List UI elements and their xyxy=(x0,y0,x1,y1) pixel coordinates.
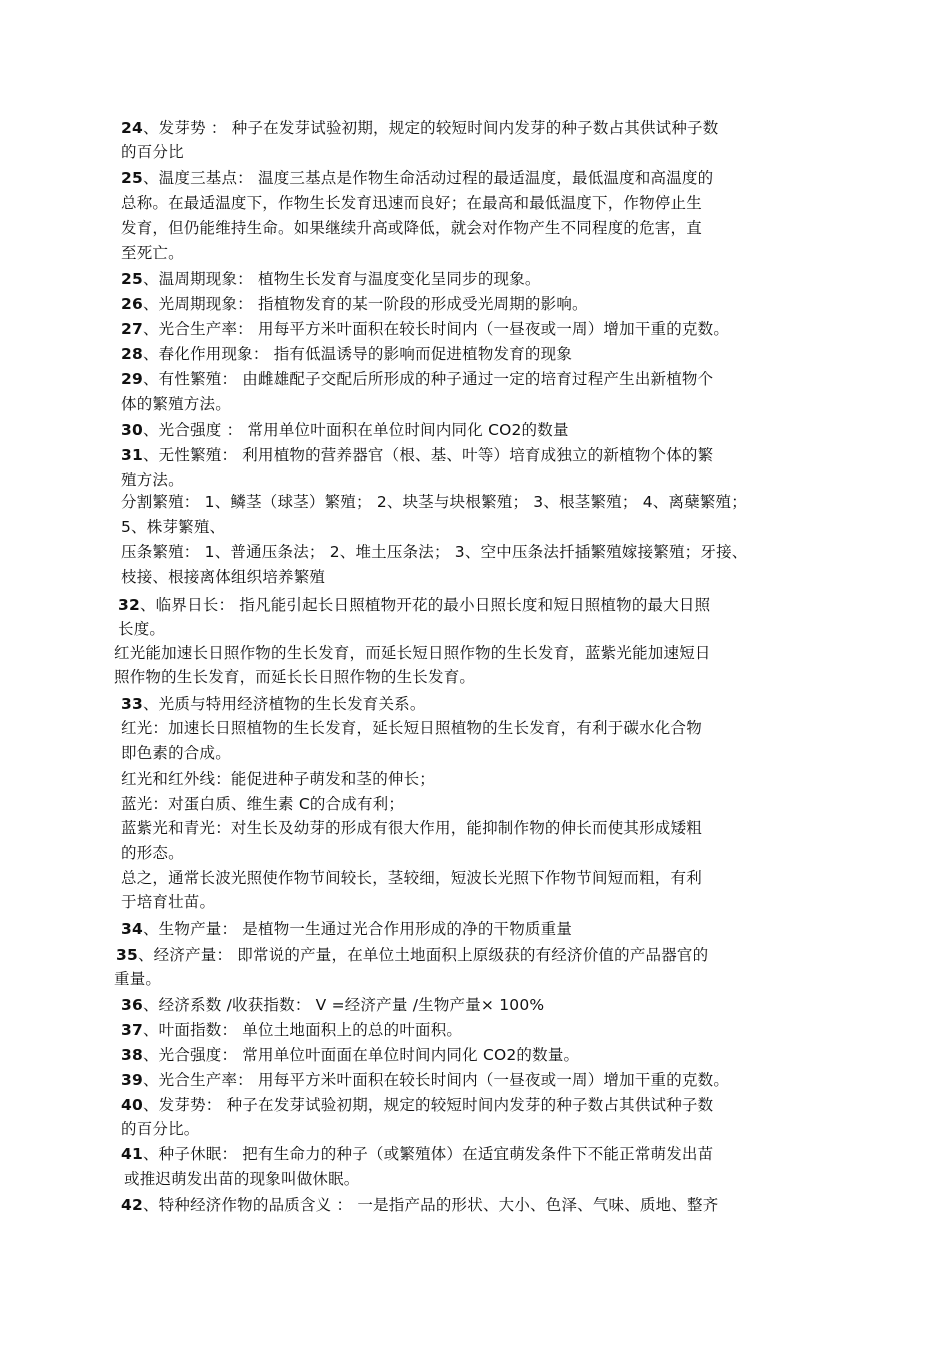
line-text: 、光周期现象： 指植物发育的某一阶段的形成受光周期的影响。 xyxy=(142,295,588,313)
text-line xyxy=(121,191,702,215)
line-text: 、光合生产率： 用每平方米叶面积在较长时间内（一昼夜或一周）增加干重的克数。 xyxy=(142,320,730,338)
line-text: 、温周期现象： 植物生长发育与温度变化呈同步的现象。 xyxy=(142,270,541,288)
text-line xyxy=(121,767,435,791)
text-line xyxy=(114,641,711,665)
line-text: 殖方法。 xyxy=(121,471,184,489)
item-number: 26 xyxy=(121,295,143,313)
text-line xyxy=(121,1093,713,1117)
line-text: 、光合强度： 常用单位叶面面在单位时间内同化 CO2的数量。 xyxy=(142,1046,580,1064)
line-text: 红光能加速长日照作物的生长发育，而延长短日照作物的生长发育，蓝紫光能加速短日 xyxy=(114,644,711,662)
text-line xyxy=(121,540,747,564)
line-text: 蓝光：对蛋白质、维生素 C的合成有利； xyxy=(121,795,405,813)
line-text: 于培育壮苗。 xyxy=(121,893,216,911)
text-line xyxy=(121,166,713,190)
line-text: 长度。 xyxy=(118,620,166,638)
line-text: 重量。 xyxy=(114,970,162,988)
item-number: 27 xyxy=(121,320,143,338)
text-line xyxy=(116,943,708,967)
line-text: 、春化作用现象： 指有低温诱导的影响而促进植物发育的现象 xyxy=(142,345,573,363)
text-line xyxy=(121,1142,713,1166)
text-line xyxy=(121,367,713,391)
text-line xyxy=(121,140,184,164)
text-line xyxy=(121,490,747,514)
text-line xyxy=(121,241,184,265)
line-text: 的百分比。 xyxy=(121,1120,200,1138)
text-line xyxy=(121,1193,718,1217)
text-line xyxy=(121,917,572,941)
text-line xyxy=(121,866,702,890)
line-text: 蓝紫光和青光：对生长及幼芽的形成有很大作用，能抑制作物的伸长而使其形成矮粗 xyxy=(121,819,702,837)
line-text: 发育，但仍能维持生命。如果继续升高或降低，就会对作物产生不同程度的危害，直 xyxy=(121,219,702,237)
line-text: 压条繁殖： 1、普通压条法； 2、堆土压条法； 3、空中压条法扦插繁殖嫁接繁殖；牙接、 xyxy=(121,543,748,561)
text-line xyxy=(121,116,718,140)
text-line xyxy=(121,792,404,816)
line-text: 红光和红外线：能促进种子萌发和茎的伸长； xyxy=(121,770,436,788)
line-text: 红光：加速长日照植物的生长发育，延长短日照植物的生长发育，有利于碳水化合物 xyxy=(121,719,702,737)
text-line xyxy=(121,565,325,589)
line-text: 、特种经济作物的品质含义 ： 一是指产品的形状、大小、色泽、气味、质地、整齐 xyxy=(142,1196,719,1214)
text-line xyxy=(118,593,710,617)
line-text: 枝接、根接离体组织培养繁殖 xyxy=(121,568,326,586)
line-text: 、光合强度 ： 常用单位叶面积在单位时间内同化 CO2的数量 xyxy=(142,421,569,439)
line-text: 、生物产量： 是植物一生通过光合作用形成的净的干物质重量 xyxy=(142,920,573,938)
item-number: 32 xyxy=(118,596,140,614)
text-line xyxy=(118,617,165,641)
text-line xyxy=(121,841,184,865)
line-text: 分割繁殖： 1、鳞茎（球茎）繁殖； 2、块茎与块根繁殖； 3、根茎繁殖； 4、离蘖繁殖； xyxy=(121,493,747,511)
line-text: 至死亡。 xyxy=(121,244,184,262)
item-number: 40 xyxy=(121,1096,143,1114)
line-text: 、经济产量： 即常说的产量，在单位土地面积上原级获的有经济价值的产品器官的 xyxy=(137,946,709,964)
item-number: 37 xyxy=(121,1021,143,1039)
line-text: 照作物的生长发育，而延长长日照作物的生长发育。 xyxy=(114,668,476,686)
text-line xyxy=(121,716,702,740)
line-text: 、经济系数 /收获指数： V =经济产量 /生物产量× 100% xyxy=(142,996,545,1014)
line-text: 总之，通常长波光照使作物节间较长，茎较细，短波长光照下作物节间短而粗，有利 xyxy=(121,869,702,887)
line-text: 、有性繁殖： 由雌雄配子交配后所形成的种子通过一定的培育过程产生出新植物个 xyxy=(142,370,714,388)
text-line xyxy=(121,1117,200,1141)
line-text: 即色素的合成。 xyxy=(121,744,231,762)
item-number: 29 xyxy=(121,370,143,388)
item-number: 34 xyxy=(121,920,143,938)
line-text: 、发芽势： 种子在发芽试验初期，规定的较短时间内发芽的种子数占其供试种子数 xyxy=(142,1096,714,1114)
text-line xyxy=(121,1018,462,1042)
text-line xyxy=(121,741,231,765)
item-number: 33 xyxy=(121,695,143,713)
text-line xyxy=(124,1167,360,1191)
item-number: 35 xyxy=(116,946,138,964)
text-line xyxy=(121,1043,579,1067)
item-number: 24 xyxy=(121,119,143,137)
text-line xyxy=(121,292,588,316)
text-line xyxy=(114,665,475,689)
line-text: 、光质与特用经济植物的生长发育关系。 xyxy=(142,695,426,713)
text-line xyxy=(121,443,713,467)
line-text: 、温度三基点： 温度三基点是作物生命活动过程的最适温度，最低温度和高温度的 xyxy=(142,169,714,187)
item-number: 42 xyxy=(121,1196,143,1214)
text-line xyxy=(114,967,161,991)
item-number: 41 xyxy=(121,1145,143,1163)
text-line xyxy=(121,267,541,291)
text-line xyxy=(121,317,729,341)
line-text: 、临界日长： 指凡能引起长日照植物开花的最小日照长度和短日照植物的最大日照 xyxy=(139,596,711,614)
line-text: 5、株芽繁殖、 xyxy=(121,518,226,536)
line-text: 、无性繁殖： 利用植物的营养器官（根、基、叶等）培育成独立的新植物个体的繁 xyxy=(142,446,714,464)
text-line xyxy=(121,515,225,539)
line-text: 、种子休眠： 把有生命力的种子（或繁殖体）在适宜萌发条件下不能正常萌发出苗 xyxy=(142,1145,714,1163)
item-number: 30 xyxy=(121,421,143,439)
item-number: 31 xyxy=(121,446,143,464)
line-text: 、光合生产率： 用每平方米叶面积在较长时间内（一昼夜或一周）增加干重的克数。 xyxy=(142,1071,730,1089)
text-line xyxy=(121,1068,729,1092)
text-line xyxy=(121,418,569,442)
item-number: 25 xyxy=(121,270,143,288)
text-line xyxy=(121,816,702,840)
item-number: 38 xyxy=(121,1046,143,1064)
line-text: 体的繁殖方法。 xyxy=(121,395,231,413)
item-number: 36 xyxy=(121,996,143,1014)
item-number: 28 xyxy=(121,345,143,363)
text-line xyxy=(121,342,572,366)
text-line xyxy=(121,890,215,914)
item-number: 25 xyxy=(121,169,143,187)
text-line xyxy=(121,392,231,416)
text-line xyxy=(121,216,702,240)
line-text: 的形态。 xyxy=(121,844,184,862)
text-line xyxy=(121,993,544,1017)
line-text: 、叶面指数： 单位土地面积上的总的叶面积。 xyxy=(142,1021,463,1039)
text-line xyxy=(121,468,184,492)
text-line xyxy=(121,692,426,716)
line-text: 或推迟萌发出苗的现象叫做休眠。 xyxy=(124,1170,360,1188)
line-text: 的百分比 xyxy=(121,143,184,161)
item-number: 39 xyxy=(121,1071,143,1089)
line-text: 、发芽势 ： 种子在发芽试验初期，规定的较短时间内发芽的种子数占其供试种子数 xyxy=(142,119,719,137)
line-text: 总称。在最适温度下，作物生长发育迅速而良好；在最高和最低温度下，作物停止生 xyxy=(121,194,702,212)
